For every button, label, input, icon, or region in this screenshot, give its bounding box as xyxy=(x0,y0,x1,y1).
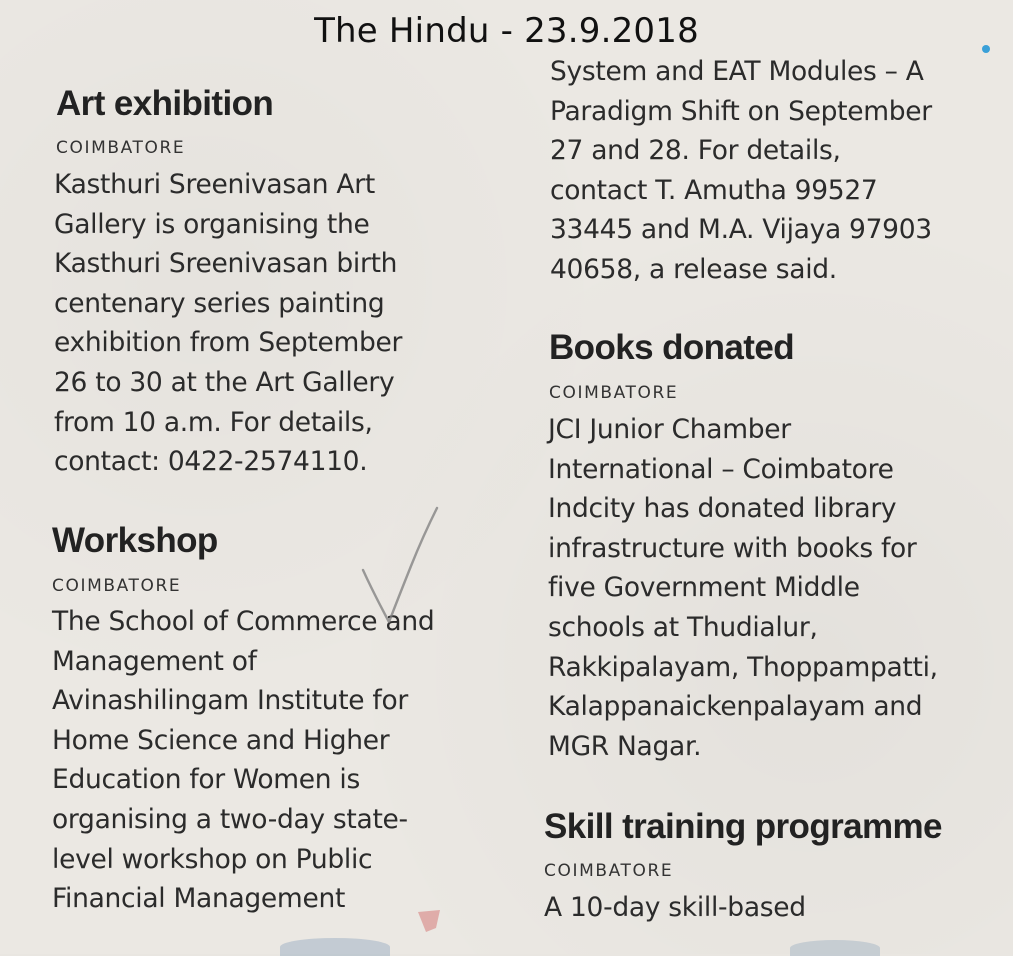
body-line: exhibition from September xyxy=(54,327,403,359)
body-line: Education for Women is xyxy=(52,764,360,796)
body-line: 33445 and M.A. Vijaya 97903 xyxy=(550,214,932,246)
article-body-skill-training xyxy=(544,888,806,928)
body-line: 40658, a release said. xyxy=(550,253,837,285)
article-body-workshop-continued xyxy=(550,52,932,290)
body-line: organising a two-day state- xyxy=(52,803,408,835)
article-heading-skill-training: Skill training programme xyxy=(544,807,942,846)
body-line: Kasthuri Sreenivasan birth xyxy=(54,248,398,280)
body-line: from 10 a.m. For details, xyxy=(54,406,373,438)
body-line: contact T. Amutha 99527 xyxy=(550,174,878,206)
blue-dot-mark xyxy=(982,45,990,53)
body-line: schools at Thudialur, xyxy=(548,611,818,643)
article-heading-art-exhibition: Art exhibition xyxy=(56,84,274,123)
body-line: Gallery is organising the xyxy=(54,208,370,240)
body-line: Paradigm Shift on September xyxy=(550,95,932,127)
body-line: JCI Junior Chamber xyxy=(548,414,791,445)
body-line: level workshop on Public xyxy=(52,843,373,875)
body-line: The School of Commerce and xyxy=(52,606,435,637)
article-body-art-exhibition xyxy=(54,165,402,482)
body-line: five Government Middle xyxy=(548,572,860,604)
body-line: International – Coimbatore xyxy=(548,453,894,485)
article-dateline-books-donated: COIMBATORE xyxy=(549,383,679,403)
masthead-title: The Hindu - 23.9.2018 xyxy=(314,11,699,51)
article-heading-workshop: Workshop xyxy=(52,521,218,560)
body-line: contact: 0422-2574110. xyxy=(54,446,368,478)
body-line: infrastructure with books for xyxy=(548,532,917,564)
article-dateline-skill-training: COIMBATORE xyxy=(544,861,674,881)
body-line: Financial Management xyxy=(52,883,346,915)
body-line: centenary series painting xyxy=(54,287,385,319)
masthead xyxy=(0,6,1013,56)
body-line: Kasthuri Sreenivasan Art xyxy=(54,169,375,200)
body-line: 26 to 30 at the Art Gallery xyxy=(54,366,395,398)
article-dateline-workshop: COIMBATORE xyxy=(52,576,182,596)
article-body-workshop xyxy=(52,602,434,919)
body-line: System and EAT Modules – A xyxy=(550,56,924,87)
bottom-smudge-mark xyxy=(280,938,390,956)
body-line: Indcity has donated library xyxy=(548,493,897,525)
body-line: Management of xyxy=(52,645,257,677)
body-line: A 10-day skill-based xyxy=(544,892,806,923)
article-heading-books-donated: Books donated xyxy=(549,328,794,367)
body-line: Avinashilingam Institute for xyxy=(52,685,408,717)
body-line: Rakkipalayam, Thoppampatti, xyxy=(548,651,938,683)
article-dateline-art-exhibition: COIMBATORE xyxy=(56,138,186,158)
body-line: Kalappanaickenpalayam and xyxy=(548,691,923,723)
body-line: 27 and 28. For details, xyxy=(550,135,841,167)
article-body-books-donated xyxy=(548,410,938,766)
body-line: MGR Nagar. xyxy=(548,730,702,762)
body-line: Home Science and Higher xyxy=(52,724,390,756)
